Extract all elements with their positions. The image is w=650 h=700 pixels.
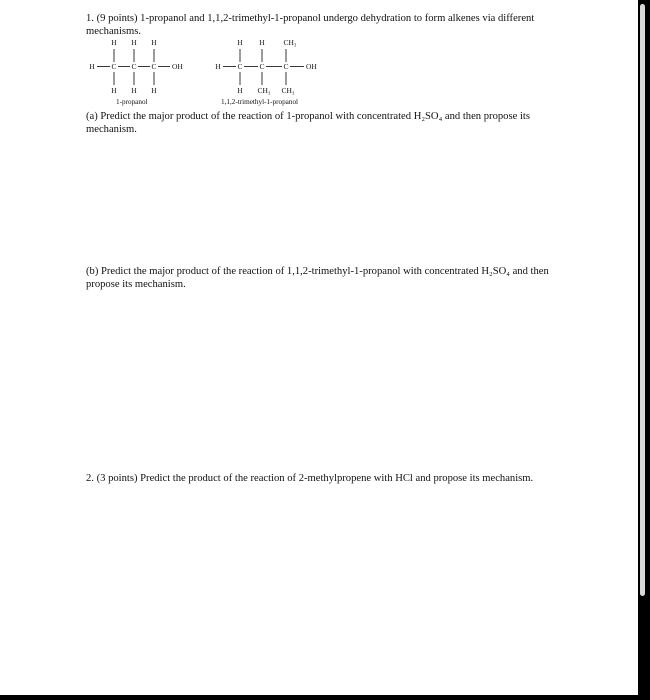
s1-top-h-1: H — [111, 38, 117, 47]
s2-hydroxyl: OH — [306, 62, 317, 71]
s2-carbon-3: C — [283, 62, 289, 71]
question-1b: (b) Predict the major product of the reaction of 1,1,2-trimethyl-1-propanol with concentrated H₂SO₄ and then propose its mechanism. — [86, 266, 549, 290]
question-1a: (a) Predict the major product of the reaction of 1-propanol with concentrated H₂SO₄ and then propose its mechanism. — [86, 111, 530, 135]
s2-bottom-methyl-1: CH₃ — [257, 86, 271, 95]
question-1-intro: 1. (9 points) 1-propanol and 1,1,2-trimethyl-1-propanol undergo dehydration to form alkenes via different mechanisms. — [86, 13, 535, 37]
s2-carbon-1: C — [237, 62, 243, 71]
s1-bottom-h-3: H — [151, 86, 157, 95]
s2-top-h-2: H — [259, 38, 265, 47]
s1-top-h-3: H — [151, 38, 157, 47]
s2-left-h: H — [215, 62, 221, 71]
structures-svg — [80, 36, 340, 110]
structure-1-propanol — [89, 38, 183, 106]
structural-formulas — [80, 36, 340, 110]
s2-bottom-methyl-2: CH₃ — [281, 86, 295, 95]
s2-bottom-h: H — [237, 86, 243, 95]
s2-caption: 1,1,2-trimethyl-1-propanol — [221, 98, 299, 106]
s2-top-methyl: CH₃ — [283, 38, 297, 47]
structure-trimethyl-propanol — [215, 38, 317, 106]
s1-carbon-1: C — [111, 62, 117, 71]
s2-carbon-2: C — [259, 62, 265, 71]
s1-carbon-2: C — [131, 62, 137, 71]
scrollbar-thumb[interactable] — [640, 4, 645, 596]
question-2: 2. (3 points) Predict the product of the reaction of 2-methylpropene with HCl and propose its mechanism. — [86, 473, 534, 484]
s1-bottom-h-2: H — [131, 86, 137, 95]
s1-top-h-2: H — [131, 38, 137, 47]
s1-caption: 1-propanol — [116, 98, 148, 106]
s1-bottom-h-1: H — [111, 86, 117, 95]
s1-left-h: H — [89, 62, 95, 71]
s1-hydroxyl: OH — [172, 62, 183, 71]
s2-top-h-1: H — [237, 38, 243, 47]
s1-carbon-3: C — [151, 62, 157, 71]
